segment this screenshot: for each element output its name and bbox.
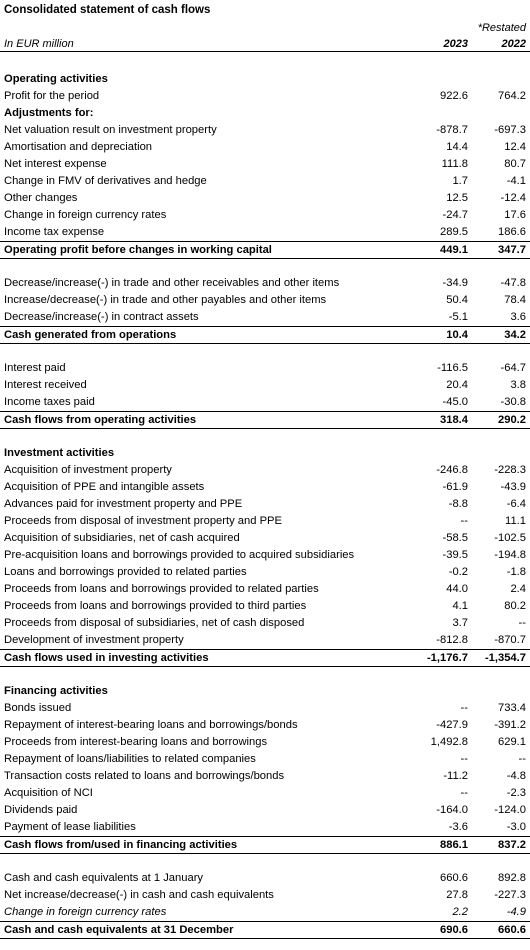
row-label: Other changes <box>4 192 78 204</box>
table-row <box>0 717 530 734</box>
value-2022: 660.6 <box>498 924 526 936</box>
value-2022: -4.9 <box>506 906 526 918</box>
value-2022: 12.4 <box>504 141 526 153</box>
section-heading-row <box>0 71 530 88</box>
value-2023: 922.6 <box>440 90 468 102</box>
value-2023: -58.5 <box>442 532 468 544</box>
row-label: Decrease/increase(-) in trade and other receivables and other items <box>4 277 340 289</box>
row-label: Acquisition of PPE and intangible assets <box>4 481 205 493</box>
table-row <box>0 207 530 224</box>
row-label: Acquisition of NCI <box>4 787 93 799</box>
row-label: Cash flows used in investing activities <box>4 652 209 664</box>
row-label: Change in foreign currency rates <box>4 906 167 918</box>
value-2023: 3.7 <box>452 617 468 629</box>
value-2023: -1,176.7 <box>426 652 468 664</box>
row-label: Proceeds from loans and borrowings provided to related parties <box>4 583 319 595</box>
total-row <box>0 411 530 429</box>
value-2022: -102.5 <box>494 532 526 544</box>
value-2022: 892.8 <box>498 872 526 884</box>
value-2022: 3.8 <box>510 379 526 391</box>
section-heading-row <box>0 683 530 700</box>
row-label: Net valuation result on investment property <box>4 124 217 136</box>
row-label: Interest received <box>4 379 87 391</box>
table-row <box>0 734 530 751</box>
table-row <box>0 598 530 615</box>
value-2023: -8.8 <box>448 498 468 510</box>
value-2023: -39.5 <box>442 549 468 561</box>
total-row <box>0 326 530 344</box>
table-row <box>0 564 530 581</box>
value-2023: -- <box>460 515 468 527</box>
value-2022: -1,354.7 <box>484 652 526 664</box>
table-row <box>0 768 530 785</box>
value-2022: 629.1 <box>498 736 526 748</box>
value-2022: -43.9 <box>500 481 526 493</box>
row-label: Cash flows from/used in financing activities <box>4 839 238 851</box>
row-label: Proceeds from disposal of subsidiaries, net of cash disposed <box>4 617 305 629</box>
total-row <box>0 241 530 259</box>
value-2023: -- <box>460 787 468 799</box>
value-2023: 1.7 <box>452 175 468 187</box>
table-row <box>0 751 530 768</box>
table-row <box>0 292 530 309</box>
section-heading-row <box>0 105 530 122</box>
table-row <box>0 394 530 411</box>
year-2022-header: 2022 <box>501 38 526 50</box>
value-2023: 12.5 <box>446 192 468 204</box>
value-2022: -64.7 <box>500 362 526 374</box>
table-row <box>0 139 530 156</box>
spacer-row <box>0 428 530 445</box>
table-row <box>0 377 530 394</box>
value-2023: 318.4 <box>440 414 468 426</box>
value-2022: -228.3 <box>494 464 526 476</box>
value-2023: 886.1 <box>440 839 468 851</box>
value-2023: 4.1 <box>452 600 468 612</box>
value-2022: -12.4 <box>500 192 526 204</box>
unit-label: In EUR million <box>4 38 74 50</box>
row-label: Acquisition of subsidiaries, net of cash acquired <box>4 532 240 544</box>
value-2023: 27.8 <box>446 889 468 901</box>
value-2023: 2.2 <box>452 906 468 918</box>
value-2023: -24.7 <box>442 209 468 221</box>
table-row <box>0 887 530 904</box>
value-2022: -47.8 <box>500 277 526 289</box>
row-label: Change in foreign currency rates <box>4 209 167 221</box>
table-row <box>0 530 530 547</box>
value-2022: 3.6 <box>510 311 526 323</box>
value-2022: 186.6 <box>498 226 526 238</box>
row-label: Pre-acquisition loans and borrowings provided to acquired subsidiaries <box>4 549 355 561</box>
value-2023: -878.7 <box>436 124 468 136</box>
value-2022: -- <box>518 753 526 765</box>
table-row <box>0 88 530 105</box>
table-row <box>0 785 530 802</box>
value-2023: 10.4 <box>446 329 468 341</box>
value-2023: -45.0 <box>442 396 468 408</box>
row-label: Net increase/decrease(-) in cash and cash equivalents <box>4 889 274 901</box>
value-2023: 111.8 <box>441 158 468 170</box>
table-row <box>0 496 530 513</box>
restated-note: *Restated <box>477 22 526 34</box>
value-2023: -61.9 <box>442 481 468 493</box>
value-2023: -812.8 <box>436 634 468 646</box>
value-2022: 78.4 <box>504 294 526 306</box>
value-2023: -0.2 <box>448 566 468 578</box>
value-2022: -4.8 <box>506 770 526 782</box>
table-row <box>0 581 530 598</box>
value-2022: -870.7 <box>494 634 526 646</box>
value-2022: 80.2 <box>504 600 526 612</box>
row-label: Interest paid <box>4 362 66 374</box>
value-2022: -227.3 <box>494 889 526 901</box>
value-2022: 34.2 <box>504 329 526 341</box>
header-divider <box>0 51 530 52</box>
value-2023: -- <box>460 753 468 765</box>
value-2023: -5.1 <box>448 311 468 323</box>
value-2023: 1,492.8 <box>430 736 468 748</box>
value-2022: -3.0 <box>506 821 526 833</box>
value-2022: -1.8 <box>506 566 526 578</box>
table-row <box>0 156 530 173</box>
table-row <box>0 122 530 139</box>
value-2023: 44.0 <box>446 583 468 595</box>
value-2022: 347.7 <box>498 244 526 256</box>
table-row <box>0 173 530 190</box>
table-row <box>0 275 530 292</box>
value-2023: -34.9 <box>442 277 468 289</box>
value-2022: -30.8 <box>500 396 526 408</box>
value-2023: -3.6 <box>448 821 468 833</box>
table-row <box>0 819 530 836</box>
value-2022: 733.4 <box>498 702 526 714</box>
row-label: Operating profit before changes in working capital <box>4 244 272 256</box>
value-2022: -2.3 <box>506 787 526 799</box>
section-heading-row <box>0 445 530 462</box>
table-row <box>0 224 530 241</box>
value-2023: 20.4 <box>446 379 468 391</box>
spacer-row <box>0 258 530 275</box>
row-label: Development of investment property <box>4 634 184 646</box>
table-row <box>0 870 530 887</box>
row-label: Repayment of loans/liabilities to related companies <box>4 753 256 765</box>
value-2022: 80.7 <box>504 158 526 170</box>
total-row <box>0 921 530 939</box>
row-label: Dividends paid <box>4 804 78 816</box>
value-2023: -246.8 <box>436 464 468 476</box>
row-label: Cash and cash equivalents at 1 January <box>4 872 204 884</box>
table-row <box>0 700 530 717</box>
spacer-row <box>0 343 530 360</box>
table-row <box>0 360 530 377</box>
spacer-row <box>0 853 530 870</box>
value-2022: 764.2 <box>498 90 526 102</box>
row-label: Proceeds from disposal of investment property and PPE <box>4 515 282 527</box>
row-label: Income taxes paid <box>4 396 95 408</box>
value-2022: -194.8 <box>494 549 526 561</box>
row-label: Transaction costs related to loans and borrowings/bonds <box>4 770 285 782</box>
row-label: Income tax expense <box>4 226 105 238</box>
table-row <box>0 547 530 564</box>
row-label: Cash generated from operations <box>4 329 177 341</box>
row-label: Repayment of interest-bearing loans and borrowings/bonds <box>4 719 298 731</box>
row-label: Proceeds from loans and borrowings provided to third parties <box>4 600 307 612</box>
value-2023: 690.6 <box>440 924 468 936</box>
table-row <box>0 632 530 649</box>
row-label: Cash flows from operating activities <box>4 414 197 426</box>
row-label: Advances paid for investment property and PPE <box>4 498 243 510</box>
row-label: Proceeds from interest-bearing loans and borrowings <box>4 736 268 748</box>
row-label: Net interest expense <box>4 158 107 170</box>
row-label: Investment activities <box>4 447 115 459</box>
row-label: Acquisition of investment property <box>4 464 172 476</box>
table-row <box>0 462 530 479</box>
value-2023: 449.1 <box>440 244 468 256</box>
row-label: Adjustments for: <box>4 107 94 119</box>
row-label: Loans and borrowings provided to related parties <box>4 566 247 578</box>
table-row <box>0 309 530 326</box>
value-2022: -391.2 <box>494 719 526 731</box>
table-row <box>0 479 530 496</box>
row-label: Operating activities <box>4 73 108 85</box>
value-2022: 837.2 <box>498 839 526 851</box>
value-2023: -116.5 <box>437 362 468 374</box>
value-2022: -697.3 <box>494 124 526 136</box>
row-label: Profit for the period <box>4 90 100 102</box>
value-2023: 14.4 <box>446 141 468 153</box>
value-2022: 17.6 <box>504 209 526 221</box>
value-2022: -- <box>518 617 526 629</box>
row-label: Cash and cash equivalents at 31 December <box>4 924 234 936</box>
value-2023: 289.5 <box>440 226 468 238</box>
value-2022: -6.4 <box>506 498 526 510</box>
table-row <box>0 904 530 921</box>
value-2022: -4.1 <box>506 175 526 187</box>
spacer-row <box>0 666 530 683</box>
row-label: Amortisation and depreciation <box>4 141 153 153</box>
value-2023: -- <box>460 702 468 714</box>
table-row <box>0 190 530 207</box>
total-row <box>0 649 530 667</box>
row-label: Increase/decrease(-) in trade and other payables and other items <box>4 294 327 306</box>
value-2023: -11.2 <box>443 770 468 782</box>
total-row <box>0 836 530 854</box>
row-label: Change in FMV of derivatives and hedge <box>4 175 207 187</box>
value-2022: -124.0 <box>494 804 526 816</box>
row-label: Payment of lease liabilities <box>4 821 136 833</box>
value-2022: 2.4 <box>510 583 526 595</box>
table-row <box>0 513 530 530</box>
value-2023: 660.6 <box>440 872 468 884</box>
row-label: Bonds issued <box>4 702 72 714</box>
table-row <box>0 802 530 819</box>
value-2023: -164.0 <box>436 804 468 816</box>
value-2022: 11.1 <box>505 515 526 527</box>
statement-title: Consolidated statement of cash flows <box>4 4 211 16</box>
row-label: Financing activities <box>4 685 108 697</box>
value-2022: 290.2 <box>498 414 526 426</box>
table-row <box>0 615 530 632</box>
year-2023-header: 2023 <box>443 38 468 50</box>
row-label: Decrease/increase(-) in contract assets <box>4 311 199 323</box>
value-2023: 50.4 <box>446 294 468 306</box>
value-2023: -427.9 <box>436 719 468 731</box>
